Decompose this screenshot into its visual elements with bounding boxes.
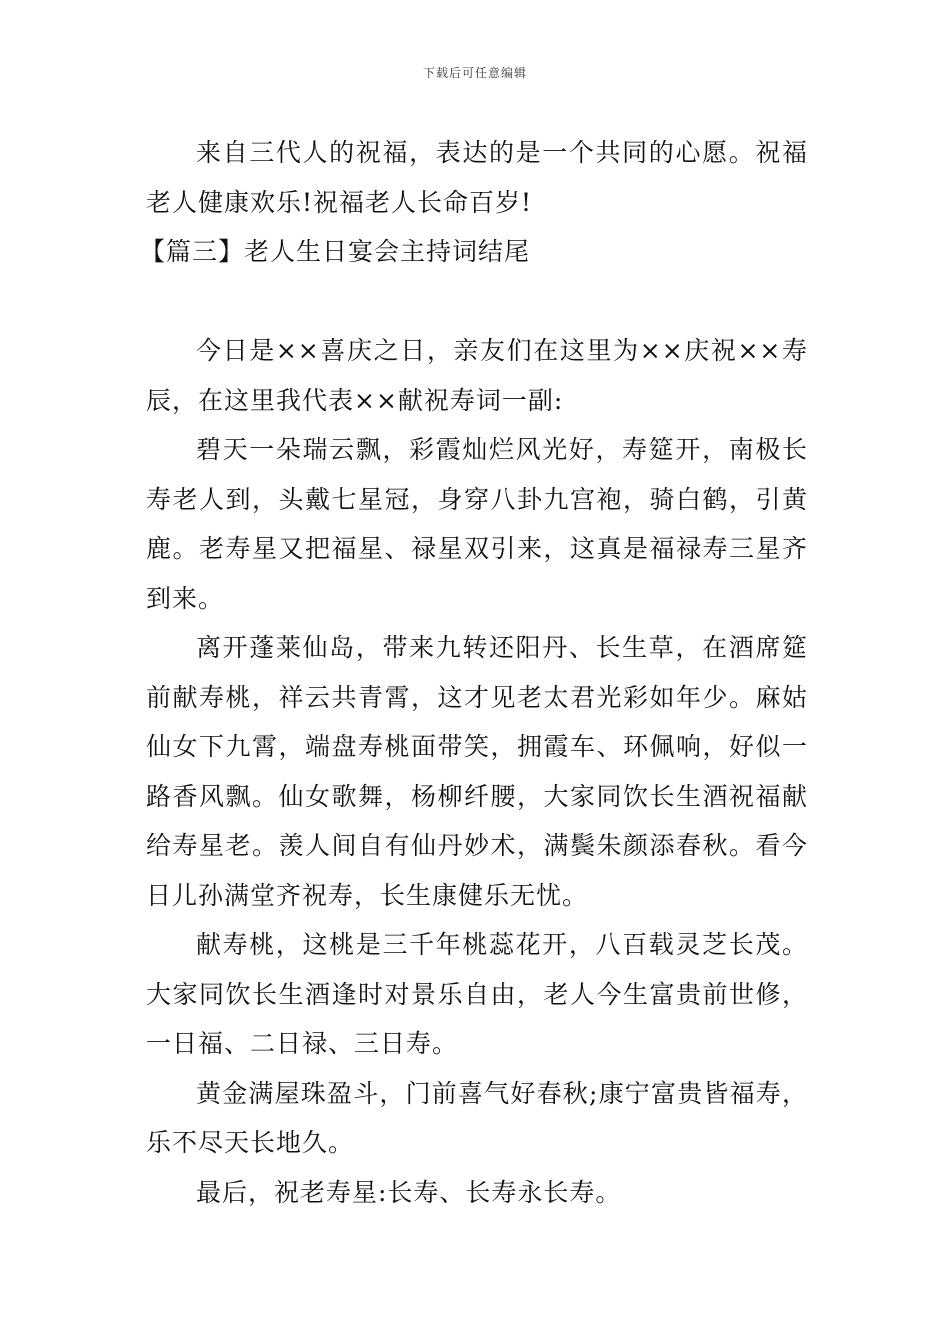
paragraph-verse-3: 献寿桃，这桃是三千年桃蕊花开，八百载灵芝长茂。大家同饮长生酒逢时对景乐自由，老人今生富贵前世修，一日福、二日禄、三日寿。 (146, 930, 808, 1058)
blank-line (146, 277, 808, 327)
document-body (140, 128, 808, 1217)
paragraph-blessing: 来自三代人的祝福，表达的是一个共同的心愿。祝福老人健康欢乐!祝福老人长命百岁! (146, 138, 808, 217)
paragraph-opening: 今日是××喜庆之日，亲友们在这里为××庆祝××寿辰，在这里我代表××献祝寿词一副: (146, 336, 808, 415)
page-header: 下载后可任意编辑 (422, 66, 527, 80)
paragraph-verse-2: 离开蓬莱仙岛，带来九转还阳丹、长生草，在酒席筵前献寿桃，祥云共青霄，这才见老太君光彩如年少。麻姑仙女下九霄，端盘寿桃面带笑，拥霞车、环佩响，好似一路香风飘。仙女歌舞，杨柳纤腰，大家同饮长生酒祝福献给寿星老。羡人间自有仙丹妙术，满鬓朱颜添春秋。看今日儿孙满堂齐祝寿，长生康健乐无忧。 (146, 633, 808, 910)
paragraph-verse-1: 碧天一朵瑞云飘，彩霞灿烂风光好，寿筵开，南极长寿老人到，头戴七星冠，身穿八卦九宫袍，骑白鹤，引黄鹿。老寿星又把福星、禄星双引来，这真是福禄寿三星齐到来。 (146, 435, 808, 613)
paragraph-closing: 最后，祝老寿星:长寿、长寿永长寿。 (196, 1177, 622, 1207)
section-heading: 【篇三】老人生日宴会主持词结尾 (140, 237, 531, 266)
paragraph-verse-4: 黄金满屋珠盈斗，门前喜气好春秋;康宁富贵皆福寿，乐不尽天长地久。 (146, 1078, 808, 1157)
